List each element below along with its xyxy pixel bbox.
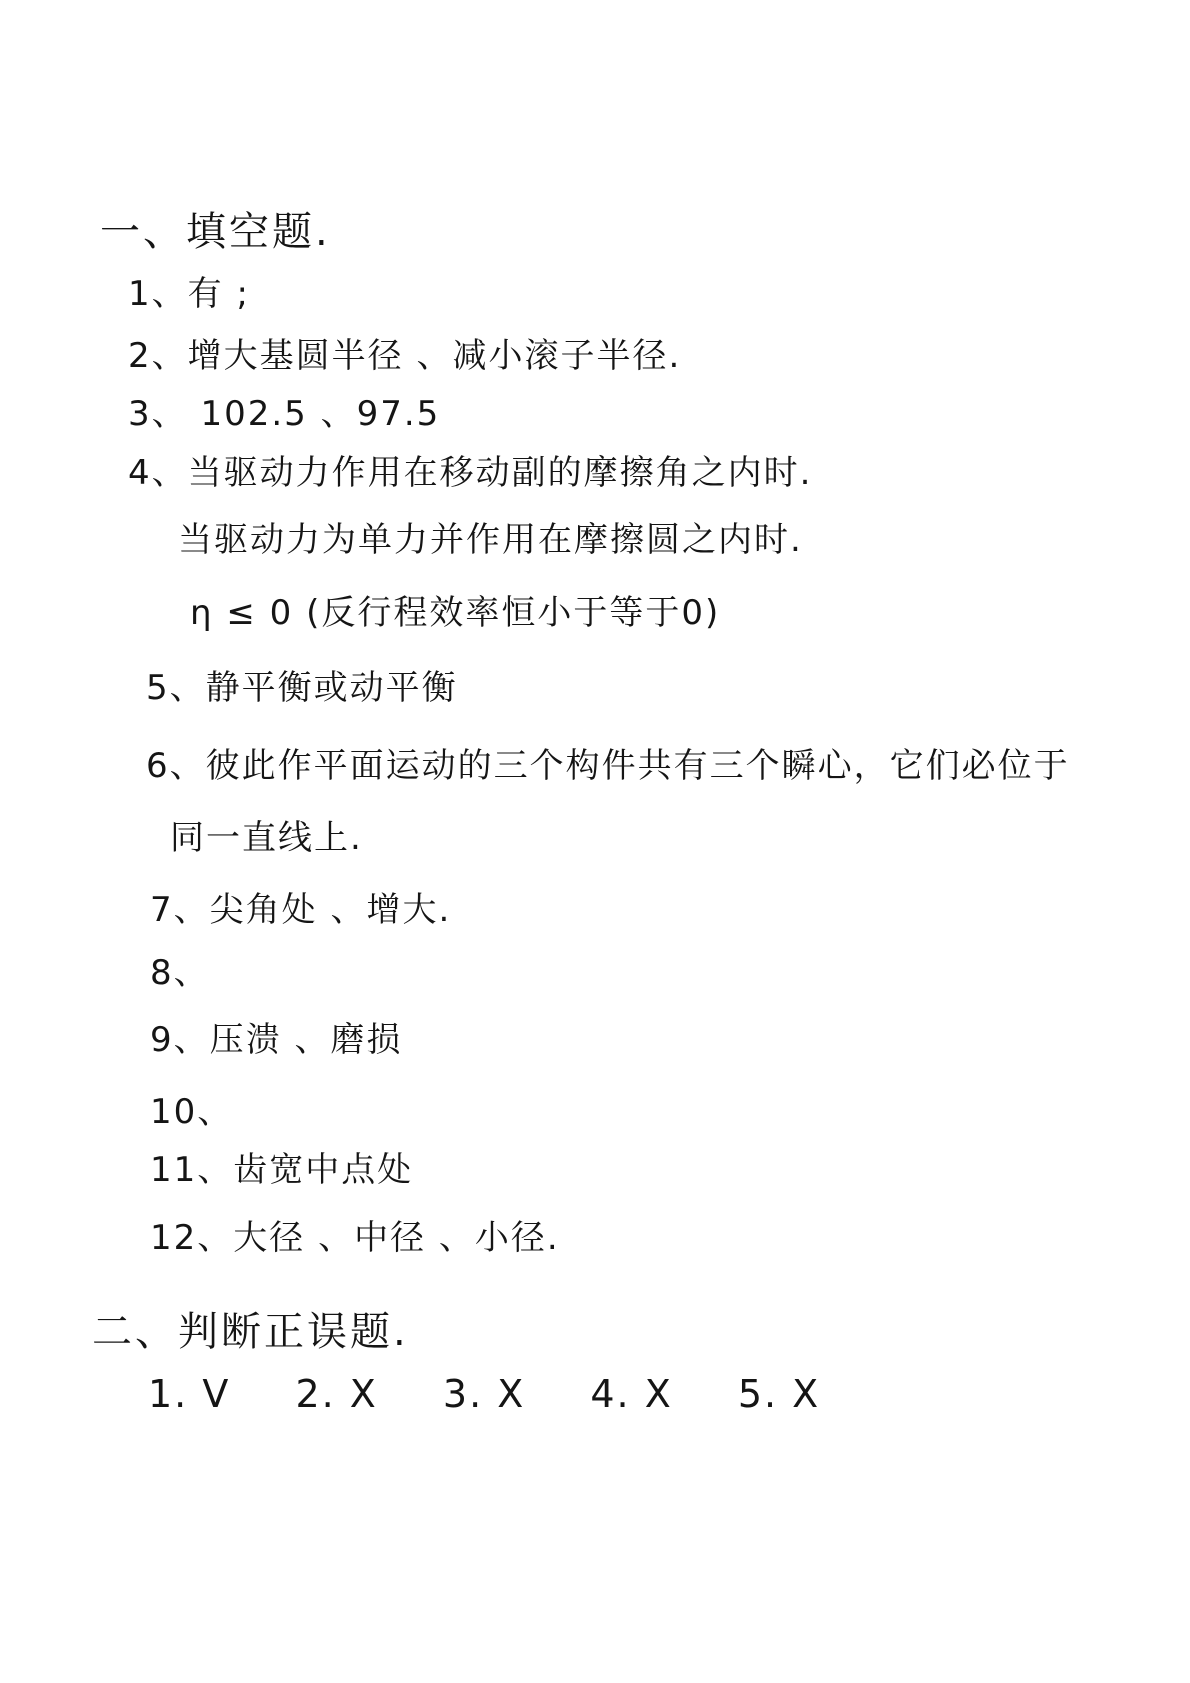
tf-answer-2: 2. X — [295, 1372, 378, 1416]
answer-12: 12、大径 、中径 、小径. — [150, 1218, 560, 1258]
answer-4-line-2: 当驱动力为单力并作用在摩擦圆之内时. — [178, 520, 803, 560]
answer-6-line-1: 6、彼此作平面运动的三个构件共有三个瞬心，它们必位于 — [146, 746, 1070, 786]
answer-4-line-3: η ≤ 0 (反行程效率恒小于等于0) — [190, 593, 721, 633]
section-1-title: 一、填空题. — [100, 209, 331, 255]
answer-5: 5、静平衡或动平衡 — [146, 668, 458, 708]
answer-1: 1、有 ; — [128, 274, 250, 314]
tf-answer-3: 3. X — [442, 1372, 526, 1416]
tf-answer-1: 1. V — [148, 1372, 231, 1416]
answer-3: 3、 102.5 、97.5 — [128, 394, 441, 434]
answer-4-line-1: 4、当驱动力作用在移动副的摩擦角之内时. — [128, 453, 813, 493]
answer-9: 9、压溃 、磨损 — [150, 1020, 403, 1060]
answer-10: 10、 — [150, 1092, 234, 1132]
tf-answer-5: 5. X — [737, 1372, 821, 1416]
answer-11: 11、齿宽中点处 — [150, 1150, 414, 1190]
answer-8: 8、 — [150, 953, 210, 993]
true-false-answers — [148, 1372, 878, 1416]
answer-7: 7、尖角处 、增大. — [150, 890, 452, 930]
tf-answer-4: 4. X — [590, 1372, 673, 1416]
answer-2: 2、增大基圆半径 、减小滚子半径. — [128, 336, 682, 376]
answer-6-line-2: 同一直线上. — [170, 818, 363, 858]
section-2-title: 二、判断正误题. — [92, 1309, 409, 1355]
